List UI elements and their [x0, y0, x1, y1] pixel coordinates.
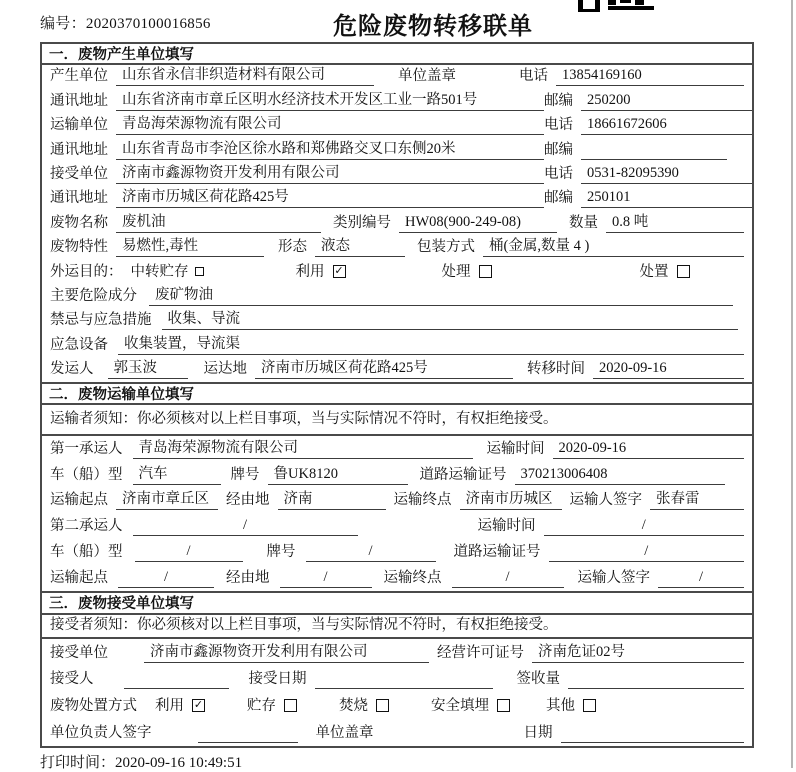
field-label: 通讯地址 [50, 190, 108, 207]
serial-value: 2020370100016856 [85, 16, 211, 32]
checkbox-checked[interactable]: ✓ [193, 699, 204, 712]
form-table [40, 42, 754, 748]
field-value[interactable]: 青岛海荣源物流有限公司 [116, 115, 544, 135]
checkbox-checked[interactable]: ✓ [334, 264, 344, 277]
field-label: 转移时间 [527, 361, 585, 378]
serial-label: 编号： [40, 16, 86, 32]
field-value[interactable]: 济南市历城区荷花路425号 [116, 188, 544, 208]
checkbox-label: 中转贮存 [130, 263, 189, 280]
print-time [40, 751, 242, 772]
form-row [42, 692, 752, 719]
field-label: 车（船）型 [50, 466, 123, 483]
field-label: 外运目的： [50, 263, 123, 280]
field-value[interactable]: 汽车 [133, 465, 221, 485]
field-value[interactable] [315, 669, 493, 689]
field-value[interactable]: 济南市鑫源物资开发利用有限公司 [144, 643, 429, 663]
form-row [42, 615, 752, 639]
checkbox[interactable] [479, 265, 492, 278]
checkbox-group[interactable] [155, 697, 205, 716]
form-row [42, 285, 752, 309]
field-value[interactable]: 370213006408 [515, 465, 725, 485]
field-value[interactable]: 山东省青岛市李沧区徐水路和郑佛路交叉口东侧20米 [116, 140, 544, 160]
field-label: 接受单位 [50, 165, 108, 182]
field-label: 包装方式 [417, 239, 475, 256]
form-row [42, 565, 752, 591]
checkbox-label: 贮存 [247, 698, 276, 715]
qr-fragment [620, 0, 631, 3]
field-label: 接受人 [50, 671, 94, 688]
field-value[interactable]: / [544, 516, 745, 536]
field-value[interactable]: 液态 [315, 237, 405, 257]
field-value[interactable]: 张春雷 [650, 490, 744, 510]
field-label: 运输时间 [486, 440, 545, 457]
checkbox[interactable] [583, 699, 596, 712]
static-text: 运输者须知：你必须核对以上栏目事项，当与实际情况不符时，有权拒绝接受。 [50, 411, 558, 428]
field-label: 第一承运人 [50, 440, 123, 457]
checkbox-label: 处理 [441, 263, 471, 280]
form-row [42, 114, 752, 138]
checkbox-label: 其他 [546, 698, 575, 715]
qr-fragment [608, 6, 654, 10]
checkbox[interactable] [284, 699, 297, 712]
form-row [42, 358, 752, 382]
field-value[interactable]: 13854169160 [556, 66, 744, 86]
checkbox-label: 处置 [639, 263, 669, 280]
form-row [42, 236, 752, 260]
field-value[interactable]: 0.8 吨 [606, 213, 744, 233]
form-row [42, 405, 752, 436]
checkbox-label: 利用 [155, 698, 184, 715]
field-label: 经营许可证号 [437, 644, 524, 661]
field-label: 邮编 [544, 190, 573, 207]
field-label: 运输起点 [50, 569, 108, 586]
field-label: 接受日期 [248, 671, 307, 688]
checkbox-label: 焚烧 [339, 698, 368, 715]
field-label: 运输人签字 [569, 492, 642, 509]
field-label: 运达地 [203, 361, 247, 378]
field-label: 应急设备 [50, 336, 108, 353]
section-header: 三．废物接受单位填写 [42, 593, 752, 615]
field-label: 电话 [544, 117, 573, 134]
field-value[interactable] [198, 723, 298, 743]
form-row [42, 260, 752, 284]
field-label: 牌号 [230, 466, 260, 483]
field-value[interactable]: 桶(金属,数量 4 ) [483, 237, 744, 257]
field-value[interactable]: 济南市鑫源物资开发利用有限公司 [116, 164, 544, 184]
static-text: 单位盖章 [315, 724, 374, 741]
field-value[interactable]: 18661672606 [581, 115, 754, 135]
field-value[interactable]: / [306, 542, 436, 562]
field-value[interactable]: 2020-09-16 [593, 359, 744, 379]
field-label: 主要危险成分 [50, 287, 137, 304]
field-label: 废物名称 [50, 214, 108, 231]
serial-number [40, 12, 211, 33]
field-label: 发运人 [50, 361, 94, 378]
field-label: 第二承运人 [50, 518, 123, 535]
section-2 [42, 382, 752, 591]
field-value[interactable]: 2020-09-16 [553, 439, 745, 459]
form-row [42, 163, 752, 187]
section-header: 一．废物产生单位填写 [42, 44, 752, 65]
form-row [42, 187, 752, 211]
field-value[interactable]: / [452, 568, 564, 588]
field-value[interactable]: 济南 [278, 490, 386, 510]
form-row [42, 436, 752, 462]
print-time-label: 打印时间： [40, 755, 116, 771]
field-value[interactable] [124, 669, 229, 689]
field-label: 签收量 [516, 671, 560, 688]
qr-fragment [608, 0, 616, 5]
checkbox-group[interactable] [546, 697, 596, 716]
form-row [42, 639, 752, 666]
field-label: 日期 [523, 724, 553, 741]
checkbox[interactable] [497, 699, 510, 712]
checkbox-group[interactable] [442, 263, 492, 282]
field-label: 道路运输证号 [419, 466, 507, 483]
field-value[interactable]: 济南市历城区荷花路425号 [255, 359, 513, 379]
form-row [42, 719, 752, 746]
field-value[interactable]: / [280, 568, 372, 588]
field-value[interactable]: 易燃性,毒性 [116, 237, 264, 257]
qr-fragment [635, 0, 644, 5]
field-value[interactable]: 山东省济南市章丘区明水经济技术开发区工业一路501号 [116, 91, 544, 111]
section-1 [42, 44, 752, 382]
field-value[interactable]: 鲁UK8120 [268, 465, 408, 485]
field-label: 接受单位 [50, 644, 108, 661]
form-row [42, 666, 752, 693]
field-value[interactable]: / [549, 542, 745, 562]
form-row [42, 89, 752, 113]
field-value[interactable] [561, 723, 745, 743]
field-value[interactable]: 废机油 [116, 213, 321, 233]
field-label: 运输起点 [50, 492, 108, 509]
field-label: 电话 [519, 68, 548, 85]
form-row [42, 65, 752, 89]
form-row [42, 539, 752, 565]
qr-fragment [578, 0, 600, 12]
field-label: 形态 [278, 239, 307, 256]
field-value[interactable]: / [133, 516, 358, 536]
checkbox[interactable] [677, 265, 690, 278]
field-value[interactable]: 济南危证02号 [532, 643, 744, 663]
qr-code-icon [578, 0, 656, 10]
section-header: 二．废物运输单位填写 [42, 384, 752, 405]
field-label: 类别编号 [333, 214, 391, 231]
checkbox-group[interactable] [339, 697, 389, 716]
field-value[interactable]: HW08(900-249-08) [399, 213, 557, 233]
field-label: 经由地 [226, 492, 270, 509]
form-row [42, 211, 752, 235]
field-value[interactable]: 山东省永信非织造材料有限公司 [116, 66, 374, 86]
field-label: 牌号 [266, 544, 296, 561]
field-label: 单位负责人签字 [50, 724, 152, 741]
field-value[interactable] [568, 669, 744, 689]
field-label: 数量 [569, 214, 598, 231]
field-label: 电话 [544, 165, 573, 182]
checkbox-label: 利用 [295, 263, 325, 280]
field-value[interactable]: 济南市章丘区 [116, 490, 218, 510]
field-label: 运输时间 [477, 518, 536, 535]
form-row [42, 513, 752, 539]
field-label: 运输人签字 [577, 569, 650, 586]
field-label: 通讯地址 [50, 92, 108, 109]
field-value[interactable]: / [658, 568, 744, 588]
print-time-value: 2020-09-16 10:49:51 [115, 755, 243, 771]
field-label: 经由地 [226, 569, 270, 586]
section-3 [42, 591, 752, 746]
static-text: 单位盖章 [398, 68, 456, 85]
field-value[interactable]: 郭玉波 [108, 359, 188, 379]
checkbox[interactable] [195, 267, 204, 276]
form-row [42, 138, 752, 162]
field-value[interactable]: 0531-82095390 [581, 164, 754, 184]
field-value[interactable]: 250101 [581, 188, 754, 208]
field-label: 运输终点 [383, 569, 442, 586]
field-label: 通讯地址 [50, 141, 108, 158]
checkbox-label: 安全填埋 [431, 698, 489, 715]
field-value[interactable]: / [135, 542, 243, 562]
field-value[interactable]: 废矿物油 [149, 286, 733, 306]
field-label: 禁忌与应急措施 [50, 312, 152, 329]
field-label: 产生单位 [50, 68, 108, 85]
checkbox[interactable] [376, 699, 389, 712]
field-value[interactable]: 收集装置，导流渠 [118, 335, 744, 355]
field-value[interactable]: 青岛海荣源物流有限公司 [133, 439, 473, 459]
field-value[interactable]: 济南市历城区 [460, 490, 562, 510]
form-row [42, 488, 752, 514]
field-value[interactable]: 250200 [581, 91, 754, 111]
static-text: 接受者须知：你必须核对以上栏目事项，当与实际情况不符时，有权拒绝接受。 [50, 617, 558, 634]
field-label: 邮编 [544, 141, 573, 158]
field-label: 邮编 [544, 92, 573, 109]
field-label: 废物特性 [50, 239, 108, 256]
form-row [42, 309, 752, 333]
field-label: 运输单位 [50, 117, 108, 134]
checkbox-group[interactable] [247, 697, 297, 716]
page-title: 危险废物转移联单 [333, 14, 533, 40]
field-label: 废物处置方式 [50, 698, 137, 715]
field-label: 运输终点 [393, 492, 452, 509]
field-label: 道路运输证号 [453, 544, 541, 561]
form-row [42, 333, 752, 357]
field-value[interactable] [581, 140, 727, 160]
checkbox-group[interactable] [640, 263, 690, 282]
field-label: 车（船）型 [50, 544, 123, 561]
checkbox-group[interactable] [296, 263, 346, 282]
page-edge-line [791, 0, 793, 768]
field-value[interactable]: / [118, 568, 214, 588]
field-value[interactable]: 收集、导流 [162, 310, 738, 330]
checkbox-group[interactable] [431, 697, 510, 716]
checkbox-group[interactable] [131, 263, 204, 282]
form-row [42, 462, 752, 488]
